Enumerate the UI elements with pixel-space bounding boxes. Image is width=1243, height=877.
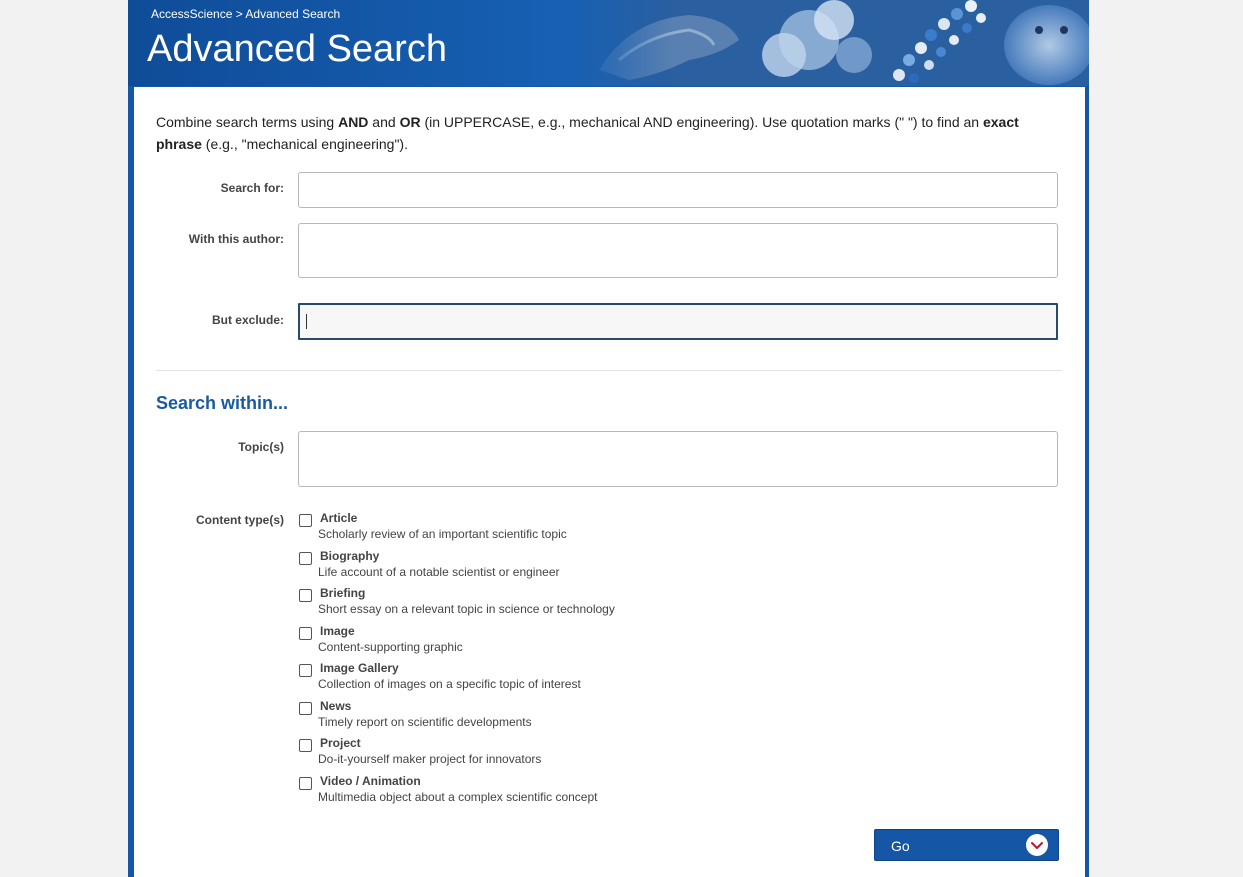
content-type-description: Do-it-yourself maker project for innovators [318, 752, 542, 766]
content-type-name[interactable]: Project [320, 736, 361, 750]
content-type-image-gallery [298, 660, 798, 696]
content-type-image [298, 623, 798, 659]
search-for-input[interactable] [298, 172, 1058, 208]
instructions-text: (e.g., "mechanical engineering"). [201, 136, 408, 152]
page-frame [128, 0, 1089, 877]
breadcrumb-current: Advanced Search [245, 7, 341, 21]
content-type-biography [298, 548, 798, 584]
content-type-video-animation [298, 773, 798, 809]
content-type-description: Timely report on scientific developments [318, 714, 532, 729]
content-type-name[interactable]: Video / Animation [320, 773, 421, 788]
video-animation-checkbox[interactable] [299, 777, 312, 790]
go-button-label: Go [891, 838, 910, 854]
content-type-description: Content-supporting graphic [318, 639, 463, 654]
breadcrumb-separator: > [235, 7, 246, 21]
content-type-name[interactable]: Biography [320, 548, 380, 563]
image-gallery-checkbox[interactable] [299, 664, 312, 677]
content-type-name[interactable]: Article [320, 511, 358, 525]
breadcrumb [151, 7, 340, 21]
topics-label: Topic(s) [238, 440, 284, 454]
chevron-down-icon [1026, 834, 1048, 856]
instructions-and: AND [338, 114, 369, 130]
article-checkbox[interactable] [299, 514, 312, 527]
content-type-description: Short essay on a relevant topic in science or technology [318, 602, 615, 616]
advanced-search-form [134, 87, 1085, 877]
news-checkbox[interactable] [299, 702, 312, 715]
content-type-briefing [298, 585, 798, 621]
instructions-text: (in UPPERCASE, e.g., mechanical AND engineering). Use quotation marks (" ") to find an [420, 114, 983, 130]
instructions-exact-phrase: exact phrase [156, 114, 1019, 152]
content-type-name[interactable]: Briefing [320, 586, 366, 600]
section-divider [156, 370, 1062, 371]
author-input[interactable] [298, 223, 1058, 278]
instructions-text: Combine search terms using [156, 114, 339, 130]
search-for-label: Search for: [220, 181, 284, 195]
instructions-or: OR [399, 114, 421, 130]
science-collage-image [569, 0, 1089, 86]
instructions-text: and [368, 114, 400, 130]
page-title: Advanced Search [147, 28, 447, 70]
exclude-input[interactable] [298, 303, 1058, 340]
search-instructions [156, 111, 1046, 155]
content-type-project [298, 735, 798, 771]
content-type-description: Scholarly review of an important scientific topic [318, 527, 567, 541]
briefing-checkbox[interactable] [299, 589, 312, 602]
content-type-name[interactable]: Image [320, 623, 355, 638]
content-type-description: Life account of a notable scientist or engineer [318, 564, 560, 579]
content-type-news [298, 698, 798, 734]
content-type-description: Collection of images on a specific topic of interest [318, 677, 581, 691]
content-types-label: Content type(s) [196, 513, 284, 527]
topics-input[interactable] [298, 431, 1058, 487]
author-label: With this author: [188, 232, 284, 246]
content-type-description: Multimedia object about a complex scientific concept [318, 789, 598, 804]
go-button[interactable] [874, 829, 1059, 861]
search-within-heading: Search within... [156, 393, 289, 413]
text-cursor [306, 314, 307, 329]
biography-checkbox[interactable] [299, 552, 312, 565]
content-type-name[interactable]: News [320, 698, 352, 713]
project-checkbox[interactable] [299, 739, 312, 752]
content-type-name[interactable]: Image Gallery [320, 661, 399, 675]
image-checkbox[interactable] [299, 627, 312, 640]
content-type-article [298, 510, 798, 546]
header-banner [128, 0, 1089, 86]
exclude-label: But exclude: [211, 313, 284, 327]
breadcrumb-home-link[interactable]: AccessScience [151, 7, 236, 21]
